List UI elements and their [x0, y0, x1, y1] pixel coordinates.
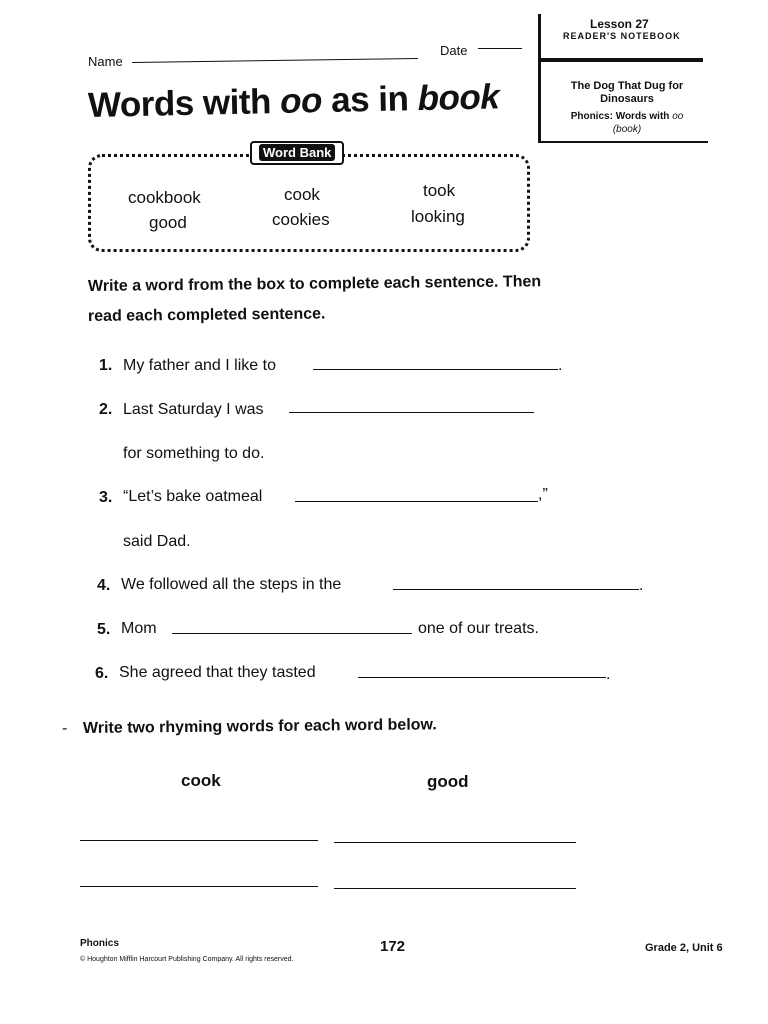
phonics-prefix: Phonics: Words with [570, 111, 670, 122]
sentence-number: 5. [97, 621, 111, 638]
bank-word: good [149, 213, 187, 232]
word-bank-label [250, 141, 344, 165]
rhyme-blank-good-1[interactable] [334, 842, 576, 843]
name-field[interactable] [132, 58, 418, 63]
story-title: The Dog That Dug for Dinosaurs [570, 80, 684, 105]
answer-blank-3[interactable] [295, 501, 538, 502]
page-number: 172 [380, 938, 406, 955]
sentence-after: one of our treats. [418, 620, 539, 637]
bank-word: cookbook [128, 188, 201, 207]
sentence-number: 4. [97, 577, 111, 594]
sentence-end: . [639, 577, 644, 594]
title-book: book [417, 77, 500, 119]
section-dash: - [62, 720, 68, 737]
sentence-end: . [558, 357, 563, 374]
phonics-note [548, 110, 706, 136]
answer-blank-6[interactable] [358, 677, 606, 678]
rhyme-blank-good-2[interactable] [334, 888, 576, 889]
rhyme-blank-cook-2[interactable] [80, 886, 318, 887]
answer-blank-2[interactable] [289, 412, 534, 413]
phonics-example: (book) [612, 124, 642, 135]
lesson-number: Lesson 27 [590, 17, 649, 31]
box-left-border [538, 14, 541, 142]
sentence-number: 2. [99, 401, 113, 418]
instructions-line-2: read each completed sentence. [87, 305, 326, 325]
bank-word: looking [411, 207, 465, 226]
grade-unit-label: Grade 2, Unit 6 [645, 942, 723, 954]
footer-copyright: © Houghton Mifflin Harcourt Publishing Company. All rights reserved. [80, 956, 294, 963]
sentence-text: My father and I like to [123, 357, 276, 374]
rhyme-word-good: good [427, 772, 469, 791]
rhyme-blank-cook-1[interactable] [80, 840, 318, 841]
sentence-number: 3. [99, 489, 113, 506]
title-part1: Words with [87, 81, 281, 125]
answer-blank-5[interactable] [172, 633, 412, 634]
title-oo: oo [279, 81, 323, 121]
sentence-text: Mom [121, 620, 157, 637]
bank-word: cookies [272, 210, 330, 229]
name-label: Name [88, 54, 123, 69]
sentence-number: 1. [99, 357, 113, 374]
bank-word: cook [284, 185, 320, 204]
sentence-end: ,” [538, 486, 548, 503]
sentence-number: 6. [95, 665, 109, 682]
sentence-end: . [606, 666, 611, 683]
box-divider [538, 58, 703, 62]
bank-word: took [423, 181, 456, 200]
rhyme-word-cook: cook [181, 771, 221, 790]
sentence-continuation: for something to do. [123, 445, 265, 462]
box-bottom-border [538, 141, 708, 143]
sentence-text: She agreed that they tasted [119, 664, 316, 681]
footer-section: Phonics [80, 938, 119, 949]
answer-blank-4[interactable] [393, 589, 639, 590]
phonics-oo: oo [672, 111, 684, 122]
date-label: Date [440, 43, 468, 58]
sentence-continuation: said Dad. [123, 533, 191, 550]
rhyme-instructions: Write two rhyming words for each word below. [82, 716, 437, 737]
instructions-line-1: Write a word from the box to complete each sentence. Then [87, 273, 542, 295]
page-title [88, 77, 500, 126]
notebook-label: READER'S NOTEBOOK [563, 31, 681, 41]
sentence-text: “Let’s bake oatmeal [123, 488, 263, 505]
sentence-text: Last Saturday I was [123, 401, 264, 418]
answer-blank-1[interactable] [313, 369, 558, 370]
title-part2: as in [321, 79, 418, 121]
word-bank-title: Word Bank [259, 144, 335, 161]
date-field[interactable] [478, 48, 522, 49]
sentence-text: We followed all the steps in the [121, 576, 342, 593]
